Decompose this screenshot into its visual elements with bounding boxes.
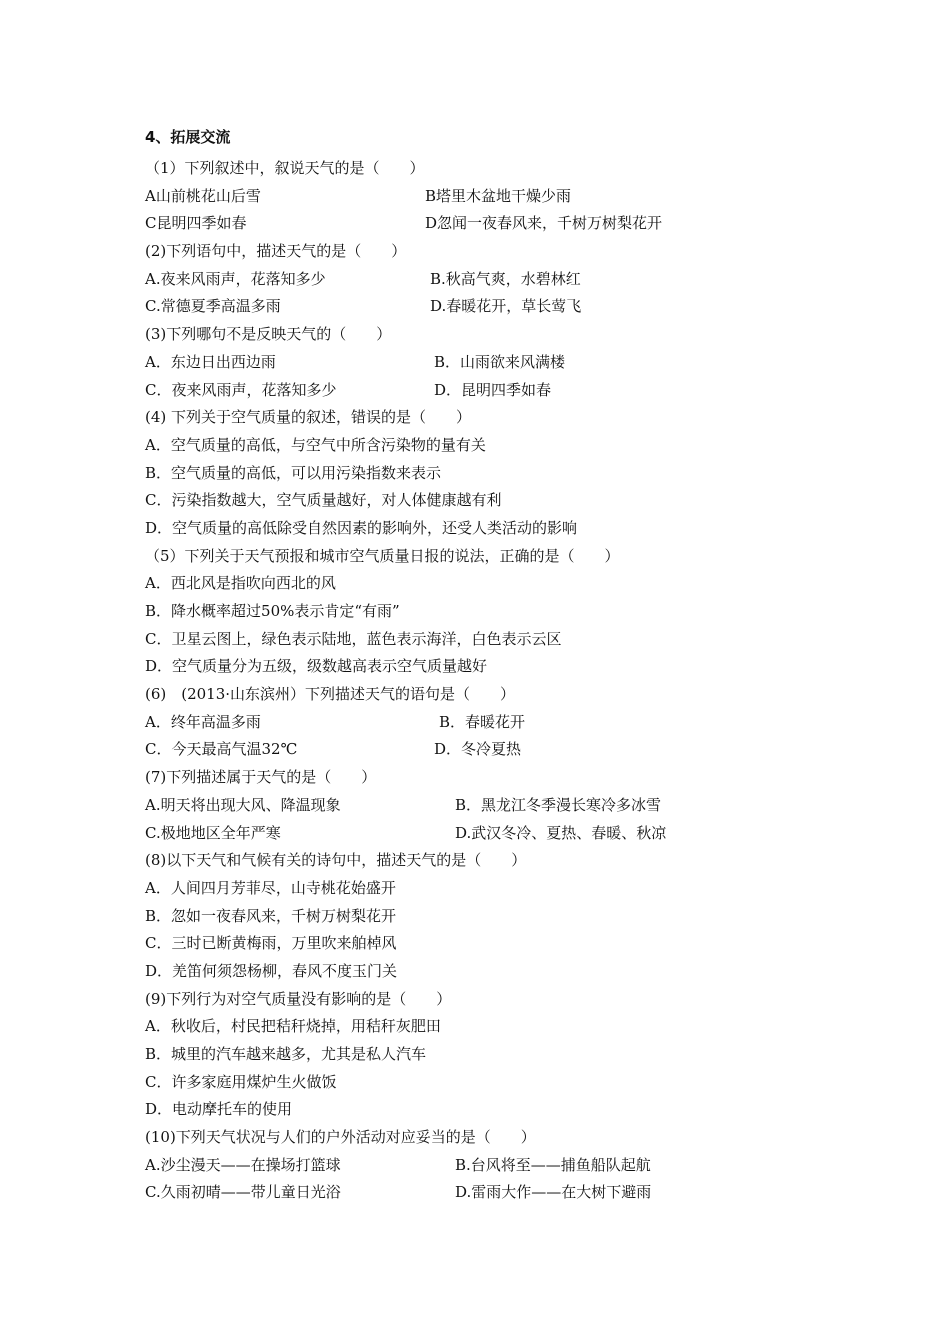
option-b: B．山雨欲来风满楼 xyxy=(434,352,566,371)
option-c: C．许多家庭用煤炉生火做饭 xyxy=(145,1072,337,1091)
option-row xyxy=(145,293,845,321)
question-stem: (10)下列天气状况与人们的户外活动对应妥当的是（ ） xyxy=(145,1128,536,1147)
option-b: B．空气质量的高低，可以用污染指数来表示 xyxy=(145,463,442,482)
option-d: D.武汉冬冷、夏热、春暖、秋凉 xyxy=(455,823,667,842)
option-row xyxy=(145,709,845,737)
question-stem: （1）下列叙述中，叙说天气的是（ ） xyxy=(145,159,425,177)
option-a: A．东边日出西边雨 xyxy=(145,352,276,371)
question-stem: (8)以下天气和气候有关的诗句中，描述天气的是（ ） xyxy=(145,851,527,870)
option-a: A山前桃花山后雪 xyxy=(145,186,261,205)
option-c: C.久雨初晴——带儿童日光浴 xyxy=(145,1183,341,1202)
question-stem: (7)下列描述属于天气的是（ ） xyxy=(145,768,377,787)
option-b: B．春暖花开 xyxy=(439,712,526,731)
option-d: D．羌笛何须怨杨柳，春风不度玉门关 xyxy=(145,961,398,980)
option-a: A．终年高温多雨 xyxy=(145,712,261,731)
option-b: B.秋高气爽，水碧林红 xyxy=(430,269,581,288)
option-d: D．空气质量的高低除受自然因素的影响外，还受人类活动的影响 xyxy=(145,518,578,537)
question-stem: (6) (2013·山东滨州）下列描述天气的语句是（ ） xyxy=(145,685,516,704)
option-c: C．污染指数越大，空气质量越好，对人体健康越有利 xyxy=(145,491,502,510)
exercise-section xyxy=(145,126,845,1207)
option-c: C．夜来风雨声，花落知多少 xyxy=(145,380,337,399)
option-c: C.常德夏季高温多雨 xyxy=(145,297,281,316)
question-stem: (9)下列行为对空气质量没有影响的是（ ） xyxy=(145,989,452,1008)
option-d: D．昆明四季如春 xyxy=(434,380,552,399)
option-a: A．西北风是指吹向西北的风 xyxy=(145,574,336,593)
option-a: A.沙尘漫天——在操场打篮球 xyxy=(145,1155,341,1174)
question-stem: (2)下列语句中，描述天气的是（ ） xyxy=(145,242,407,261)
option-b: B.台风将至——捕鱼船队起航 xyxy=(455,1155,651,1174)
option-d: D．电动摩托车的使用 xyxy=(145,1100,293,1119)
option-row xyxy=(145,377,845,405)
option-a: A．人间四月芳菲尽，山寺桃花始盛开 xyxy=(145,878,396,897)
option-d: D忽闻一夜春风来，千树万树梨花开 xyxy=(425,214,663,233)
section-heading: 4、拓展交流 xyxy=(145,128,231,146)
question-stem: （5）下列关于天气预报和城市空气质量日报的说法，正确的是（ ） xyxy=(145,546,620,565)
option-b: B．降水概率超过50%表示肯定“有雨” xyxy=(145,602,400,620)
option-row xyxy=(145,266,845,294)
option-d: D．冬冷夏热 xyxy=(434,740,522,759)
option-c: C.极地地区全年严寒 xyxy=(145,823,281,842)
option-row xyxy=(145,349,845,377)
option-row xyxy=(145,1179,845,1207)
option-a: A．空气质量的高低，与空气中所含污染物的量有关 xyxy=(145,435,486,454)
option-a: A．秋收后，村民把秸秆烧掉，用秸秆灰肥田 xyxy=(145,1017,441,1036)
option-a: A.夜来风雨声，花落知多少 xyxy=(145,269,326,288)
option-b: B．黑龙江冬季漫长寒冷多冰雪 xyxy=(455,795,662,814)
option-b: B塔里木盆地干燥少雨 xyxy=(425,186,572,205)
question-stem: (3)下列哪句不是反映天气的（ ） xyxy=(145,325,392,344)
option-d: D.雷雨大作——在大树下避雨 xyxy=(455,1183,652,1202)
option-c: C．三时已断黄梅雨，万里吹来舶棹风 xyxy=(145,934,397,953)
option-a: A.明天将出现大风、降温现象 xyxy=(145,795,341,814)
option-b: B．忽如一夜春风来，千树万树梨花开 xyxy=(145,906,397,925)
option-c: C．今天最高气温32℃ xyxy=(145,740,298,759)
option-row xyxy=(145,183,845,211)
question-stem: (4) 下列关于空气质量的叙述，错误的是（ ） xyxy=(145,408,472,427)
option-c: C昆明四季如春 xyxy=(145,214,247,233)
option-b: B．城里的汽车越来越多，尤其是私人汽车 xyxy=(145,1045,427,1063)
option-row xyxy=(145,820,845,848)
option-row xyxy=(145,210,845,238)
option-row xyxy=(145,1152,845,1180)
option-c: C．卫星云图上，绿色表示陆地，蓝色表示海洋，白色表示云区 xyxy=(145,629,562,648)
option-row xyxy=(145,736,845,764)
option-d: D．空气质量分为五级，级数越高表示空气质量越好 xyxy=(145,657,488,676)
option-row xyxy=(145,792,845,820)
option-d: D.春暖花开，草长莺飞 xyxy=(430,297,582,316)
